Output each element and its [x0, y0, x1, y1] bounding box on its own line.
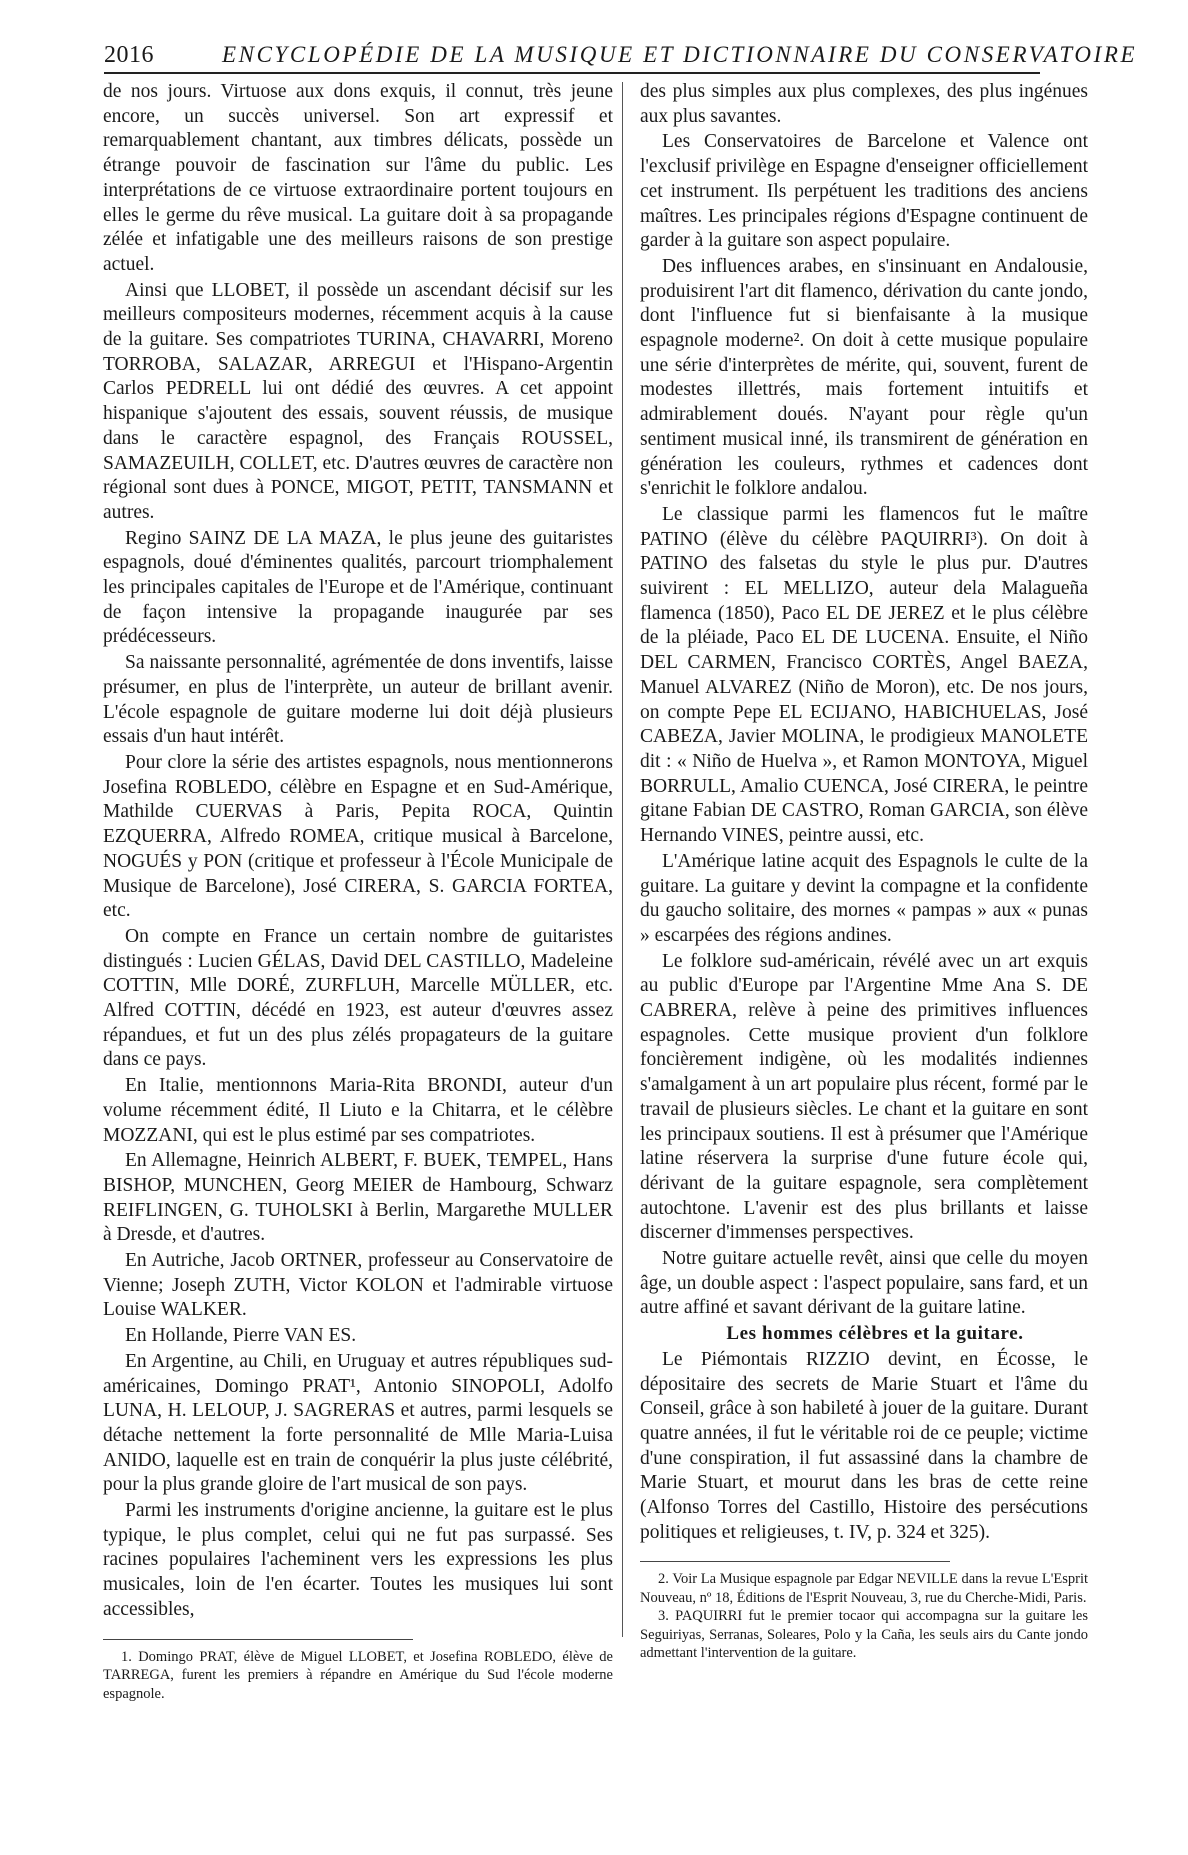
- header-rule: [104, 72, 1040, 74]
- paragraph: L'Amérique latine acquit des Espagnols le culte de la guitare. La guitare y devint la compagne et la confidente du gaucho solitaire, des mornes « pampas » aux « punas » escarpées des régions andines.: [640, 850, 1088, 946]
- paragraph: Les Conservatoires de Barcelone et Valence ont l'exclusif privilège en Espagne d'enseigner officiellement cet instrument. Ils perpétuent les traditions des anciens maîtres. Les principales régions d'Espagne continuent de garder à la guitare son aspect populaire.: [640, 131, 1088, 252]
- footnote-rule: [103, 1639, 413, 1640]
- paragraph: Ainsi que LLOBET, il possède un ascendant décisif sur les meilleurs compositeurs modernes, récemment acquis à la cause de la guitare. Ses compatriotes TURINA, CHAVARRI, Moreno TORROBA, SALAZAR, ARREGUI et l'Hispano-Argentin Carlos PEDRELL lui ont dédié des œuvres. A cet appoint hispanique s'ajoutent des essais, souvent réussis, de musique dans le caractère espagnol, des Français ROUSSEL, SAMAZEUILH, COLLET, etc. D'autres œuvres de caractère non régional sont dues à PONCE, MIGOT, PETIT, TANSMANN et autres.: [103, 279, 613, 523]
- paragraph: Parmi les instruments d'origine ancienne, la guitare est le plus typique, le plus complet, celui qui ne fut pas surpassé. Ses racines populaires l'acheminent vers les expressions les plus musicales, loin de l'en écarter. Toutes les musiques lui sont accessibles,: [103, 1500, 613, 1620]
- paragraph: Le Piémontais RIZZIO devint, en Écosse, le dépositaire des secrets de Marie Stuart et l'âme du Conseil, grâce à son habileté à jouer de la guitare. Durant quatre années, il fut le véritable roi de ce peuple; victime d'une conspiration, il fut assassiné dans la chambre de Marie Stuart, et mourut dans les bras de cette reine (Alfonso Torres del Castillo, Histoire des persécutions politiques et religieuses, t. IV, p. 324 et 325).: [640, 1348, 1088, 1543]
- left-column: [103, 80, 613, 1703]
- footnote: 1. Domingo PRAT, élève de Miguel LLOBET, et Josefina ROBLEDO, élève de TARREGA, furent les premiers à répandre en Amérique du Sud l'école moderne espagnole.: [103, 1648, 613, 1702]
- paragraph: En Autriche, Jacob ORTNER, professeur au Conservatoire de Vienne; Joseph ZUTH, Victor KOLON et l'admirable virtuose Louise WALKER.: [103, 1250, 613, 1321]
- paragraph: En Italie, mentionnons Maria-Rita BRONDI, auteur d'un volume récemment édité, Il Liuto e la Chitarra, et le célèbre MOZZANI, qui est le plus estimé par ses compatriotes.: [103, 1075, 613, 1146]
- page-number: 2016: [104, 42, 154, 68]
- section-heading: Les hommes célèbres et la guitare.: [726, 1323, 1024, 1345]
- paragraph: Regino SAINZ DE LA MAZA, le plus jeune des guitaristes espagnols, doué d'éminentes qualités, parcourt triomphalement les principales capitales de l'Europe et de l'Amérique, continuant de façon intensive la propagande inaugurée par ses prédécesseurs.: [103, 527, 613, 648]
- paragraph: En Allemagne, Heinrich ALBERT, F. BUEK, TEMPEL, Hans BISHOP, MUNCHEN, Georg MEIER de Hambourg, Schwarz REIFLINGEN, G. TUHOLSKI à Berlin, Margarethe MULLER à Dresde, et d'autres.: [103, 1150, 613, 1246]
- paragraph: Sa naissante personnalité, agrémentée de dons inventifs, laisse présumer, en plus de l'interprète, un auteur de brillant avenir. L'école espagnole de guitare moderne lui doit déjà plusieurs essais d'un haut intérêt.: [103, 652, 613, 748]
- paragraph: En Argentine, au Chili, en Uruguay et autres républiques sud-américaines, Domingo PRAT¹, Antonio SINOPOLI, Adolfo LUNA, H. LELOUP, J. SAGRERAS et autres, parmi lesquels se détache nettement la forte personnalité de Mlle Maria-Luisa ANIDO, laquelle est en train de conquérir la plus juste célébrité, pour la plus grande gloire de l'art musical de son pays.: [103, 1350, 613, 1496]
- paragraph: de nos jours. Virtuose aux dons exquis, il connut, très jeune encore, un succès universel. Son art expressif et remarquablement chantant, aux timbres délicats, possède un étrange pouvoir de fascination sur l'âme du public. Les interprétations de ce virtuose extraordinaire portent toujours en elles le germe du rêve musical. La guitare doit à sa propagande zélée et infatigable une des meilleurs raisons de son prestige actuel.: [103, 81, 613, 275]
- paragraph: des plus simples aux plus complexes, des plus ingénues aux plus savantes.: [640, 81, 1088, 127]
- right-column: [640, 80, 1088, 1663]
- paragraph: Le folklore sud-américain, révélé avec un art exquis au public d'Europe par l'Argentine Mme Ana S. DE CABRERA, relève à peine des primitives influences espagnoles. Cette musique provient d'un folklore foncièrement indigène, où les modalités indiennes s'amalgament à un art populaire plus récent, formé par le travail de plusieurs siècles. Le chant et la guitare en sont les principaux soutiens. Il est à présumer que l'Amérique latine réservera la surprise d'une future école qui, dérivant de la guitare espagnole, sera complètement autochtone. L'avenir est des plus brillants et laisse discerner d'immenses perspectives.: [640, 950, 1088, 1244]
- paragraph: On compte en France un certain nombre de guitaristes distingués : Lucien GÉLAS, David DEL CASTILLO, Madeleine COTTIN, Mlle DORÉ, ZURFLUH, Marcelle MÜLLER, etc. Alfred COTTIN, décédé en 1923, est auteur d'œuvres assez répandues, et fut un des plus zélés propagateurs de la guitare dans ce pays.: [103, 925, 613, 1071]
- footnote: 3. PAQUIRRI fut le premier tocaor qui accompagna sur la guitare les Seguiriyas, Serranas, Soleares, Polo y la Caña, les seuls airs du Cante jondo admettant l'intervention de la guitare.: [640, 1608, 1088, 1662]
- paragraph: En Hollande, Pierre VAN ES.: [125, 1325, 357, 1347]
- paragraph: Des influences arabes, en s'insinuant en Andalousie, produisirent l'art dit flamenco, dérivation du cante jondo, dont l'influence fut si bienfaisante à la musique espagnole moderne². On doit à cette musique populaire une série d'interprètes de mérite, qui, souvent, furent de modestes illettrés, mais fortement intuitifs et admirablement doués. N'ayant pour règle qu'un sentiment musical inné, ils transmirent de génération en génération les couleurs, rythmes et cadences dont s'enrichit le folklore andalou.: [640, 255, 1088, 500]
- running-title: ENCYCLOPÉDIE DE LA MUSIQUE ET DICTIONNAIRE DU CONSERVATOIRE: [222, 42, 1138, 67]
- footnote: 2. Voir La Musique espagnole par Edgar NEVILLE dans la revue L'Esprit Nouveau, nº 18, Éditions de l'Esprit Nouveau, 3, rue du Cherche-Midi, Paris.: [640, 1571, 1088, 1606]
- column-divider: [622, 82, 623, 1637]
- paragraph: Notre guitare actuelle revêt, ainsi que celle du moyen âge, un double aspect : l'aspect populaire, sans fard, et un autre affiné et savant dérivant de la guitare latine.: [640, 1248, 1088, 1319]
- paragraph: Pour clore la série des artistes espagnols, nous mentionnerons Josefina ROBLEDO, célèbre en Espagne et en Sud-Amérique, Mathilde CUERVAS à Paris, Pepita ROCA, Quintin EZQUERRA, Alfredo ROMEA, critique musical à Barcelone, NOGUÉS y PON (critique et professeur à l'École Municipale de Musique de Barcelone), José CIRERA, S. GARCIA FORTEA, etc.: [103, 751, 613, 922]
- page-header: [0, 42, 1188, 72]
- paragraph: Le classique parmi les flamencos fut le maître PATINO (élève du célèbre PAQUIRRI³). On doit à PATINO des falsetas du style le plus pur. D'autres suivirent : EL MELLIZO, auteur dela Malagueña flamenca (1850), Paco EL DE JEREZ et le plus célèbre de la pléiade, Paco EL DE LUCENA. Ensuite, el Niño DEL CARMEN, Francisco CORTÈS, Angel BAEZA, Manuel ALVAREZ (Niño de Moron), etc. De nos jours, on compte Pepe EL ECIJANO, HABICHUELAS, José CABEZA, Javier MOLINA, le prodigieux MANOLETE dit : « Niño de Huelva », et Ramon MONTOYA, Miguel BORRULL, Amalio CUENCA, José CIRERA, le peintre gitane Fabian DE CASTRO, Roman GARCIA, son élève Hernando VINES, peintre aussi, etc.: [640, 503, 1088, 847]
- footnote-rule: [640, 1561, 950, 1562]
